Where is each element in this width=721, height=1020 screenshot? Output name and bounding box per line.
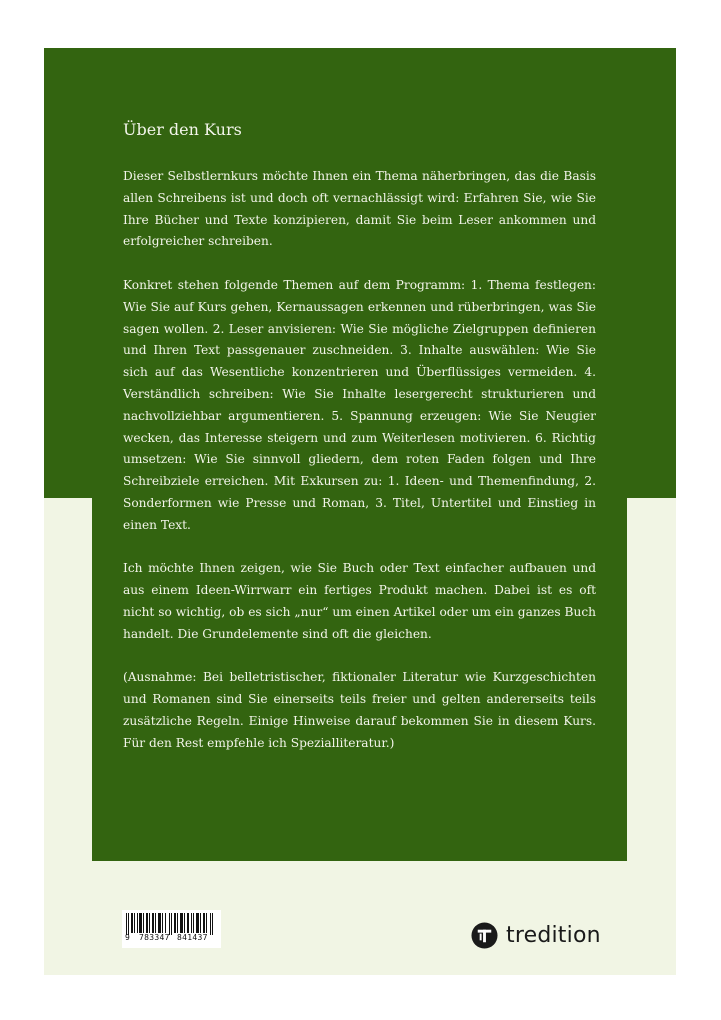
publisher-brand [471,920,601,950]
back-cover-blurb [123,118,596,776]
barcode-digits-group-2: 841437 [177,933,208,942]
blurb-paragraph-4: (Ausnahme: Bei belletristischer, fiktionaler Literatur wie Kurzgeschichten und Romanen sind Sie einerseits teils freier und gelten andererseits teils zusätzliche Regeln. Einige Hinweise darauf bekommen Sie in diesem Kurs. Für den Rest empfehle ich Spezialliteratur.) [123,670,596,750]
blurb-paragraph-2: Konkret stehen folgende Themen auf dem Programm: 1. Thema festlegen: Wie Sie auf Kurs gehen, Kernaussagen erkennen und rüberbringen, was Sie sagen wollen. 2. Leser anvisieren: Wie Sie mögliche Zielgruppen definieren und Ihren Text passgenauer zuschneiden. 3. Inhalte auswählen: Wie Sie sich auf das Wesentliche konzentrieren und Überflüssiges vermeiden. 4. Verständlich schreiben: Wie Sie Inhalte lesergerecht strukturieren und nachvollziehbar argumentieren. 5. Spannung erzeugen: Wie Sie Neugier wecken, das Interesse steigern und zum Weiterlesen motivieren. 6. Richtig umsetzen: Wie Sie sinnvoll gliedern, dem roten Faden folgen und Ihre Schreibziele erreichen. Mit Exkursen zu: 1. Ideen- und Themenfindung, 2. Sonderformen wie Presse und Roman, 3. Titel, Untertitel und Einstieg in einen Text. [123,277,596,532]
blurb-paragraph-3: Ich möchte Ihnen zeigen, wie Sie Buch oder Text einfacher aufbauen und aus einem Ideen-Wirrwarr ein fertiges Produkt machen. Dabei ist es oft nicht so wichtig, ob es sich „nur“ um einen Artikel oder um ein ganzes Buch handelt. Die Grundelemente sind oft die gleichen. [123,561,596,641]
tredition-logo-icon [471,922,498,949]
blurb-title: Über den Kurs [123,120,242,139]
barcode-digits-group-1: 783347 [139,933,170,942]
blurb-paragraph-1: Dieser Selbstlernkurs möchte Ihnen ein Thema näherbringen, das die Basis allen Schreibens ist und doch oft vernachlässigt wird: Erfahren Sie, wie Sie Ihre Bücher und Texte konzipieren, damit Sie beim Leser ankommen und erfolgreicher schreiben. [123,169,596,249]
barcode-prefix-digit: 9 [125,933,130,942]
barcode-bars [126,913,214,935]
isbn-barcode [122,910,221,948]
publisher-name: tredition [506,922,601,948]
